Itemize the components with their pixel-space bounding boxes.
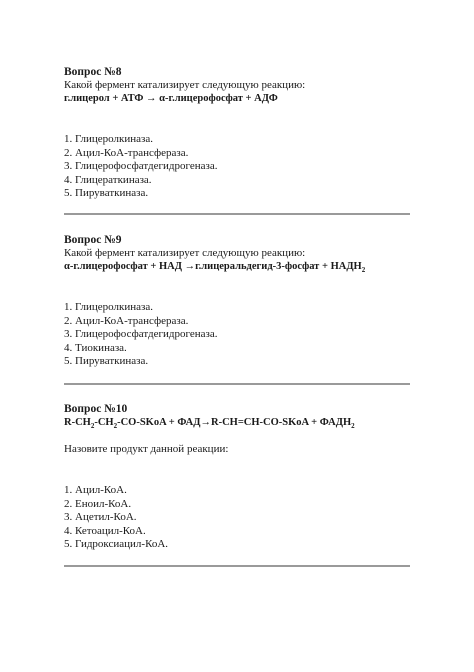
answer-list (64, 484, 414, 552)
reaction-equation: г.лицерол + АТФ → α-г.лицерофосфат + АДФ (64, 93, 278, 104)
answer-option: 1. Глицеролкиназа. (64, 301, 153, 313)
reaction-subscript: 2 (113, 422, 118, 431)
question-title: Вопрос №8 (64, 66, 122, 78)
answer-option: 5. Гидроксиацил-КоА. (64, 538, 169, 551)
reaction-text: α-г.лицерофосфат + НАД →г.лицеральдегид-3-фосфат + НАДН (64, 261, 362, 272)
reaction-subscript: 2 (351, 422, 355, 431)
question-prompt: Какой фермент катализирует следующую реакцию: (64, 79, 306, 91)
answer-option: 2. Ацил-КоА-трансфераза. (64, 146, 189, 159)
answer-option: 2. Ацил-КоА-трансфераза. (64, 314, 189, 327)
question-9 (64, 234, 414, 369)
reaction-text: -CH (94, 417, 114, 428)
reaction-equation (64, 260, 414, 273)
question-8 (64, 66, 414, 201)
reaction-text: -CO-SKoA + ФАД→R-CH=CH-CO-SKoA + ФАДН (117, 417, 352, 428)
reaction-subscript: 2 (361, 266, 366, 275)
question-10 (64, 403, 414, 552)
reaction-equation (64, 416, 414, 429)
answer-option: 5. Пируваткиназа. (64, 355, 149, 368)
answer-option: 4. Глицераткиназа. (64, 173, 152, 186)
reaction-subscript: 2 (90, 422, 95, 431)
answer-option: 4. Тиокиназа. (64, 341, 127, 354)
question-title: Вопрос №10 (64, 403, 128, 415)
answer-option: 5. Пируваткиназа. (64, 187, 149, 200)
answer-option: 1. Глицеролкиназа. (64, 133, 153, 145)
section-divider (64, 213, 410, 215)
answer-option: 4. Кетоацил-КоА. (64, 524, 146, 537)
reaction-text: R-CH (64, 417, 91, 428)
answer-option: 3. Глицерофосфатдегидрогеназа. (64, 328, 218, 341)
answer-list (64, 133, 414, 201)
answer-option: 3. Ацетил-КоА. (64, 511, 137, 524)
answer-list (64, 301, 414, 369)
answer-option: 2. Еноил-КоА. (64, 497, 132, 510)
question-prompt: Какой фермент катализирует следующую реакцию: (64, 247, 306, 259)
answer-option: 1. Ацил-КоА. (64, 484, 127, 496)
question-prompt: Назовите продукт данной реакции: (64, 443, 229, 455)
section-divider (64, 383, 410, 385)
answer-option: 3. Глицерофосфатдегидрогеназа. (64, 160, 218, 173)
question-title: Вопрос №9 (64, 234, 122, 246)
section-divider (64, 565, 410, 567)
